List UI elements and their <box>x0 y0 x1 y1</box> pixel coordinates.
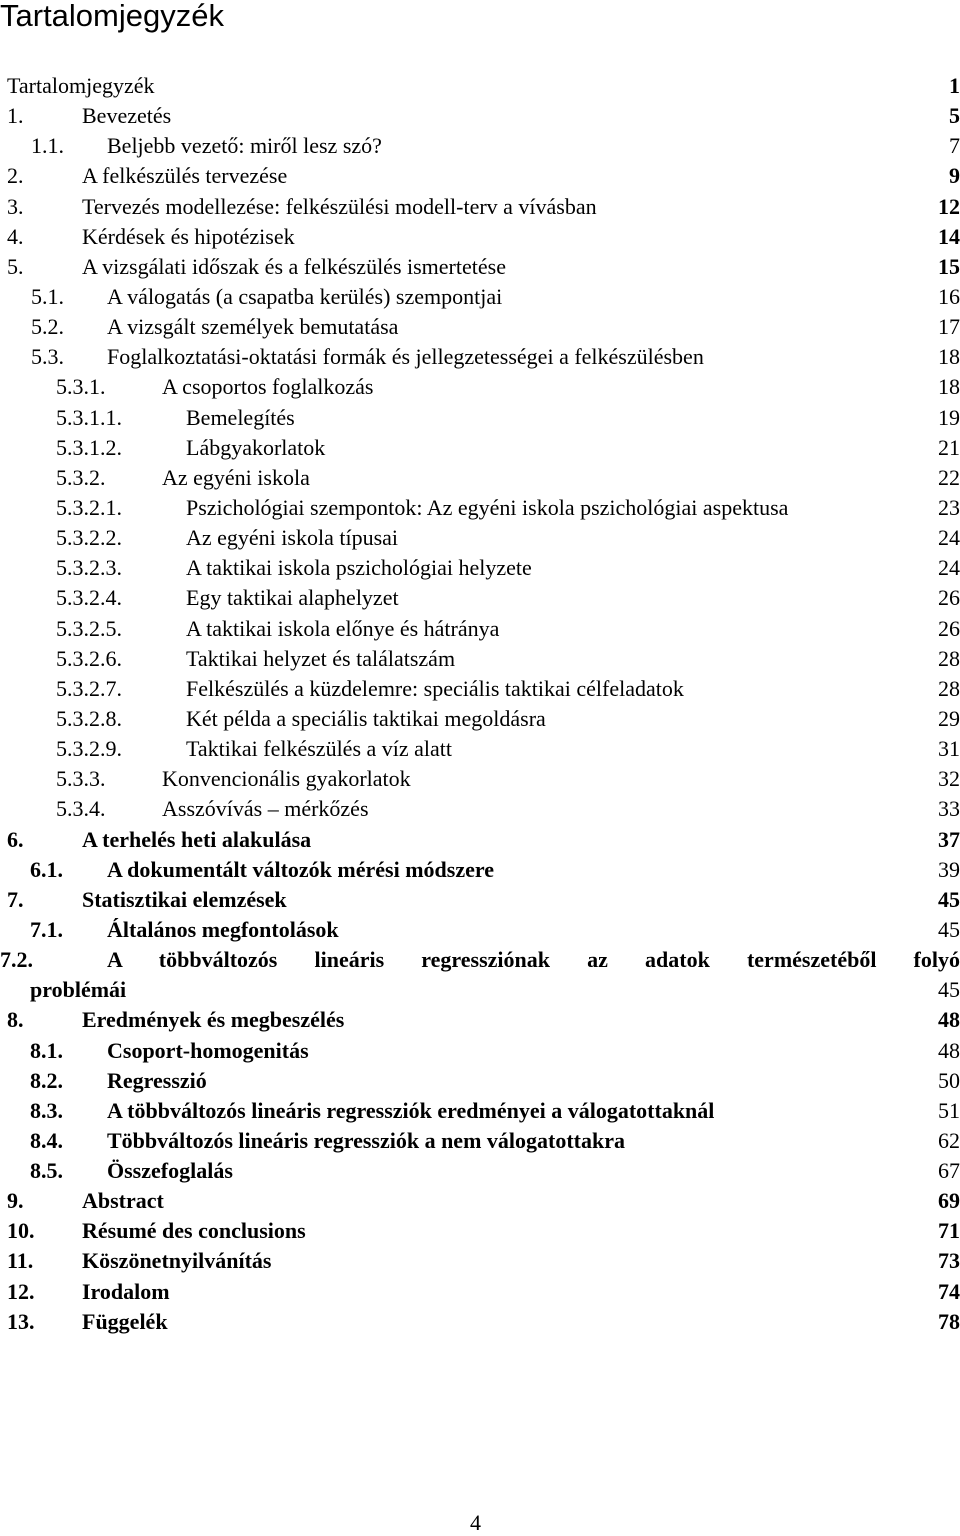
toc-entry-number: 5.3.2.5. <box>56 615 122 641</box>
toc-entry-page: 15 <box>938 253 960 279</box>
toc-entry-number: 2. <box>7 163 24 189</box>
toc-entry-title: Tartalomjegyzék <box>7 73 155 98</box>
toc-entry[interactable] <box>0 614 960 644</box>
toc-entry-title: Függelék <box>82 1308 168 1334</box>
toc-entry-number: 8.4. <box>30 1127 63 1153</box>
toc-entry-number: 5.3.1.1. <box>56 404 122 430</box>
toc-entry-number: 5.3.2.1. <box>56 494 122 520</box>
toc-entry-page: 74 <box>938 1278 960 1304</box>
toc-entry[interactable] <box>0 1036 960 1066</box>
toc-entry-page: 37 <box>938 826 960 852</box>
toc-entry-page: 32 <box>938 766 960 792</box>
toc-entry[interactable] <box>0 101 960 131</box>
toc-entry[interactable] <box>0 342 960 372</box>
toc-entry-number: 7. <box>7 886 24 912</box>
toc-entry-page: 51 <box>938 1097 960 1123</box>
toc-entry-number: 1. <box>7 103 24 129</box>
toc-entry-number: 5.3.4. <box>56 796 106 822</box>
toc-entry[interactable] <box>0 794 960 824</box>
toc-entry[interactable] <box>0 282 960 312</box>
toc-entry[interactable] <box>0 855 960 885</box>
toc-entry[interactable] <box>0 222 960 252</box>
toc-entry[interactable] <box>0 192 960 222</box>
toc-entry-title: A taktikai iskola pszichológiai helyzete <box>186 555 532 581</box>
toc-entry-title: A felkészülés tervezése <box>82 163 288 189</box>
toc-entry[interactable] <box>0 372 960 402</box>
toc-entry-title: A többváltozós lineáris regressziók eredményei a válogatottaknál <box>107 1097 715 1123</box>
toc-entry-title: Taktikai helyzet és találatszám <box>186 645 456 671</box>
toc-entry-number: 5.3.1.2. <box>56 434 122 460</box>
toc-entry-page: 45 <box>938 916 960 942</box>
toc-entry[interactable] <box>0 1216 960 1246</box>
toc-entry-page: 73 <box>938 1248 960 1274</box>
toc-entry-page: 5 <box>949 103 960 129</box>
toc-entry-number: 7.1. <box>30 916 63 942</box>
toc-entry[interactable] <box>0 1186 960 1216</box>
toc-entry-page: 18 <box>938 344 960 370</box>
toc-entry-page: 78 <box>938 1308 960 1334</box>
toc-entry-title: Irodalom <box>82 1278 170 1304</box>
toc-entry-title: A vizsgálati időszak és a felkészülés ismertetése <box>82 253 506 279</box>
toc-entry-title: A többváltozós lineáris regressziónak az adatok természetéből folyó <box>107 947 960 973</box>
toc-entry-number: 5.3.2.8. <box>56 705 122 731</box>
toc-entry-page: 48 <box>938 1007 960 1033</box>
toc-entry-page: 18 <box>938 374 960 400</box>
page-number: 4 <box>470 1510 481 1535</box>
toc-entry-number: 10. <box>7 1218 35 1244</box>
toc-entry-number: 6.1. <box>30 856 63 882</box>
toc-entry-page: 21 <box>938 434 960 460</box>
toc-entry-number: 7.2. <box>0 947 33 973</box>
toc-entry[interactable] <box>0 463 960 493</box>
toc-entry-page: 19 <box>938 404 960 430</box>
toc-entry-page: 39 <box>938 856 960 882</box>
toc-entry[interactable] <box>0 734 960 764</box>
toc-entry[interactable] <box>0 1307 960 1337</box>
toc-entry-page: 12 <box>938 193 960 219</box>
toc-entry-title: Tervezés modellezése: felkészülési modell-terv a vívásban <box>82 193 597 219</box>
toc-entry-number: 5.3.2. <box>56 464 106 490</box>
toc-entry[interactable] <box>0 1246 960 1276</box>
toc-entry-page: 31 <box>938 736 960 762</box>
toc-entry-number: 5.2. <box>31 314 64 340</box>
toc-entry[interactable] <box>0 674 960 704</box>
toc-entry-number: 5.3. <box>31 344 64 370</box>
toc-entry-title: Bemelegítés <box>186 404 295 430</box>
toc-entry-number: 8.5. <box>30 1158 63 1184</box>
toc-entry-page: 22 <box>938 464 960 490</box>
toc-entry[interactable] <box>0 1126 960 1156</box>
toc-entry-title: Két példa a speciális taktikai megoldásra <box>186 705 546 731</box>
toc-entry-title: Beljebb vezető: miről lesz szó? <box>107 133 382 159</box>
toc-entry-number: 13. <box>7 1308 35 1334</box>
toc-entry-title: A dokumentált változók mérési módszere <box>107 856 494 882</box>
toc-entry[interactable] <box>0 1066 960 1096</box>
toc-entry-page: 7 <box>949 133 960 159</box>
toc-entry-page: 24 <box>938 525 960 551</box>
toc-entry-title: Résumé des conclusions <box>82 1218 306 1244</box>
toc-entry[interactable] <box>0 975 960 1005</box>
toc-entry-title: A terhelés heti alakulása <box>82 826 312 852</box>
page-heading: Tartalomjegyzék <box>0 0 224 33</box>
toc-entry-number: 5.3.2.4. <box>56 585 122 611</box>
toc-entry[interactable] <box>0 1156 960 1186</box>
toc-entry-page: 45 <box>938 886 960 912</box>
toc-entry-page: 17 <box>938 314 960 340</box>
toc-entry[interactable] <box>0 312 960 342</box>
toc-entry-title: Többváltozós lineáris regressziók a nem válogatottakra <box>107 1127 625 1153</box>
toc-entry-page: 69 <box>938 1188 960 1214</box>
toc-entry-title: Eredmények és megbeszélés <box>82 1007 345 1033</box>
toc-entry-number: 5. <box>7 253 24 279</box>
toc-entry[interactable] <box>0 161 960 191</box>
toc-entry-page: 28 <box>938 675 960 701</box>
toc-entry-page: 29 <box>938 705 960 731</box>
toc-entry-title: Az egyéni iskola típusai <box>186 525 399 551</box>
toc-entry-number: 3. <box>7 193 24 219</box>
toc-entry-page: 9 <box>949 163 960 189</box>
toc-entry-number: 8.3. <box>30 1097 63 1123</box>
toc-entry-number: 5.1. <box>31 283 64 309</box>
toc-entry-number: 8. <box>7 1007 24 1033</box>
toc-entry[interactable] <box>0 644 960 674</box>
toc-entry-number: 5.3.1. <box>56 374 106 400</box>
toc-entry[interactable] <box>0 1005 960 1035</box>
toc-entry-title: Taktikai felkészülés a víz alatt <box>186 736 453 762</box>
toc-entry[interactable] <box>0 553 960 583</box>
toc-entry-number: 6. <box>7 826 24 852</box>
toc-entry-title: Az egyéni iskola <box>162 464 310 490</box>
toc-entry[interactable] <box>0 945 960 975</box>
toc-entry-number: 5.3.3. <box>56 766 106 792</box>
toc-entry-title: Bevezetés <box>82 103 172 129</box>
toc-entry-number: 11. <box>7 1248 34 1274</box>
toc-entry-title: Pszichológiai szempontok: Az egyéni iskola pszichológiai aspektusa <box>186 494 789 520</box>
toc-entry-number: 5.3.2.9. <box>56 736 122 762</box>
toc-entry[interactable] <box>0 131 960 161</box>
toc-entry-title: Regresszió <box>107 1067 207 1093</box>
toc-entry[interactable] <box>0 885 960 915</box>
toc-entry-page: 16 <box>938 283 960 309</box>
toc-entry-number: 4. <box>7 223 24 249</box>
toc-entry-page: 50 <box>938 1067 960 1093</box>
toc-entry-number: 5.3.2.7. <box>56 675 122 701</box>
toc-entry-number: 9. <box>7 1188 24 1214</box>
toc-entry[interactable] <box>0 915 960 945</box>
toc-entry-number: 5.3.2.2. <box>56 525 122 551</box>
toc-entry-number: 5.3.2.6. <box>56 645 122 671</box>
toc-entry-page: 33 <box>938 796 960 822</box>
toc-entry-title: A csoportos foglalkozás <box>162 374 374 400</box>
toc-entry[interactable] <box>0 433 960 463</box>
toc-entry-number: 5.3.2.3. <box>56 555 122 581</box>
toc-entry-title: Általános megfontolások <box>107 916 339 942</box>
toc-entry[interactable] <box>0 825 960 855</box>
toc-entry-title: problémái <box>30 977 127 1003</box>
toc-entry-page: 28 <box>938 645 960 671</box>
toc-entry-title: Összefoglalás <box>107 1158 233 1184</box>
toc-entry[interactable] <box>0 493 960 523</box>
toc-entry-page: 26 <box>938 585 960 611</box>
toc-entry-page: 23 <box>938 494 960 520</box>
toc-entry-page: 71 <box>938 1218 960 1244</box>
toc-entry[interactable] <box>0 403 960 433</box>
toc-entry[interactable] <box>0 523 960 553</box>
toc-entry-page: 48 <box>938 1037 960 1063</box>
toc-entry[interactable] <box>0 704 960 734</box>
toc-entry-title: A válogatás (a csapatba kerülés) szempontjai <box>107 283 503 309</box>
toc-entry-number: 8.2. <box>30 1067 63 1093</box>
toc-entry-title: Köszönetnyilvánítás <box>82 1248 272 1274</box>
toc-entry-title: Felkészülés a küzdelemre: speciális taktikai célfeladatok <box>186 675 684 701</box>
toc-entry-page: 26 <box>938 615 960 641</box>
toc-entry-title: Kérdések és hipotézisek <box>82 223 295 249</box>
toc-entry-page: 62 <box>938 1127 960 1153</box>
toc-entry[interactable] <box>0 252 960 282</box>
toc-entry-title: Statisztikai elemzések <box>82 886 287 912</box>
toc-entry-title: A vizsgált személyek bemutatása <box>107 314 399 340</box>
toc-entry-page: 67 <box>938 1158 960 1184</box>
toc-entry-title: Abstract <box>82 1188 164 1214</box>
toc-entry[interactable] <box>0 71 960 101</box>
toc-entry[interactable] <box>0 764 960 794</box>
toc-entry[interactable] <box>0 1096 960 1126</box>
toc-entry-page: 45 <box>938 977 960 1003</box>
toc-entry-page: 24 <box>938 555 960 581</box>
toc-entry-title: Lábgyakorlatok <box>186 434 326 460</box>
toc-entry[interactable] <box>0 1277 960 1307</box>
toc-entry-number: 1.1. <box>31 133 64 159</box>
toc-entry-title: Csoport-homogenitás <box>107 1037 309 1063</box>
toc-entry-title: Konvencionális gyakorlatok <box>162 766 411 792</box>
toc-entry-title: Foglalkoztatási-oktatási formák és jellegzetességei a felkészülésben <box>107 344 704 370</box>
toc-entry-number: 12. <box>7 1278 35 1304</box>
toc-entry[interactable] <box>0 583 960 613</box>
toc-entry-title: Egy taktikai alaphelyzet <box>186 585 399 611</box>
toc-entry-title: A taktikai iskola előnye és hátránya <box>186 615 500 641</box>
toc-entry-page: 14 <box>938 223 960 249</box>
toc-entry-page: 1 <box>949 73 960 98</box>
toc-entry-title: Asszóvívás – mérkőzés <box>162 796 369 822</box>
table-of-contents <box>0 71 960 1337</box>
toc-entry-number: 8.1. <box>30 1037 63 1063</box>
